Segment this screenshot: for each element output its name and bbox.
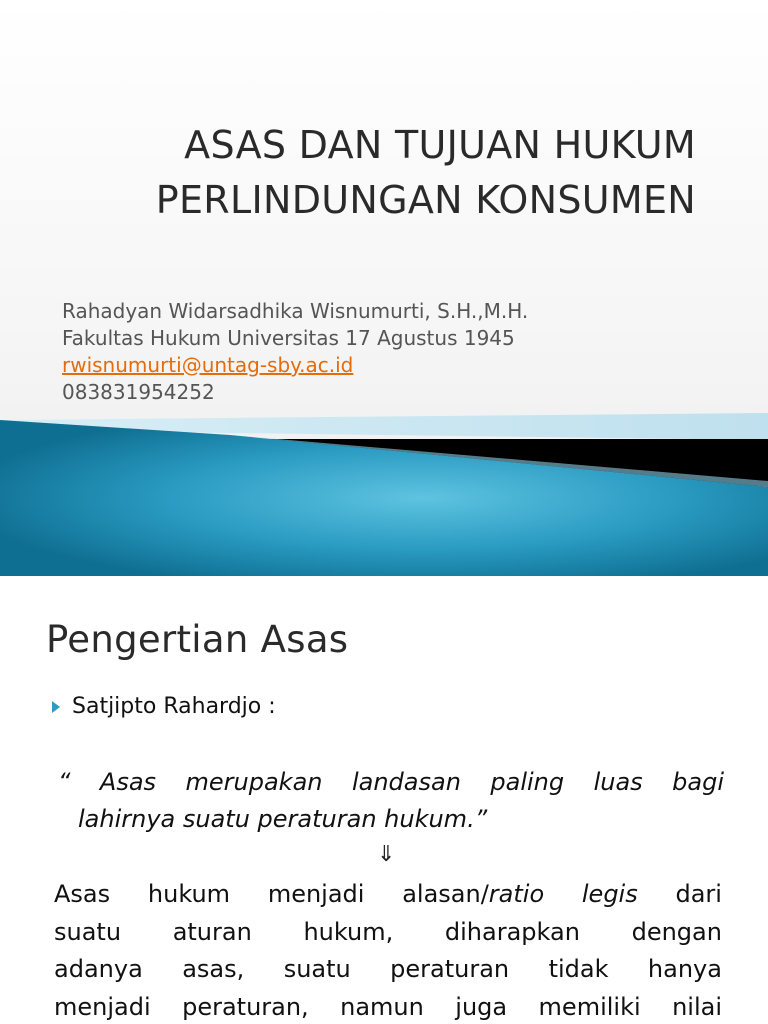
decorative-band (0, 405, 768, 576)
paragraph-line-2 (54, 914, 722, 952)
para-word: dari (675, 880, 722, 908)
slide-heading: Pengertian Asas (46, 618, 349, 661)
para-word: juga (455, 992, 508, 1021)
para-word: menjadi (54, 992, 151, 1021)
quote-word: luas (593, 768, 643, 796)
quote-word: paling (490, 768, 565, 796)
para-word-italic: ratio (488, 880, 545, 908)
content-slide (0, 576, 768, 1024)
para-word: hukum, (303, 917, 394, 946)
paragraph (54, 876, 722, 1024)
bullet-text: Satjipto Rahardjo : (72, 694, 276, 719)
para-word: alasan/ (402, 880, 489, 908)
paragraph-line-4 (54, 989, 722, 1024)
slide-title (40, 118, 696, 228)
paragraph-line-1 (54, 876, 722, 914)
para-word: nilai (672, 992, 722, 1021)
para-word: asas, (182, 955, 245, 983)
email-link[interactable]: rwisnumurti@untag-sby.ac.id (62, 353, 354, 377)
author-name: Rahadyan Widarsadhika Wisnumurti, S.H.,M.H. (62, 299, 529, 323)
quote-word: bagi (672, 768, 724, 796)
para-word: adanya (54, 955, 143, 983)
bullet-item (52, 694, 276, 719)
para-word: peraturan, (182, 992, 309, 1021)
para-word: diharapkan (444, 917, 580, 946)
quote-block (58, 764, 724, 838)
para-word: menjadi (267, 880, 365, 908)
para-word: hanya (647, 955, 722, 983)
affiliation: Fakultas Hukum Universitas 17 Agustus 1945 (62, 326, 515, 350)
para-word-italic: legis (581, 880, 638, 908)
phone-number: 083831954252 (62, 380, 215, 404)
bullet-arrow-icon (52, 701, 60, 713)
para-word: peraturan (390, 955, 510, 983)
quote-word: landasan (351, 768, 461, 796)
para-word: suatu (54, 917, 122, 946)
author-block (62, 298, 528, 406)
quote-word: Asas (99, 768, 157, 796)
quote-word: merupakan (185, 768, 323, 796)
title-line-2: PERLINDUNGAN KONSUMEN (155, 178, 696, 222)
title-line-1: ASAS DAN TUJUAN HUKUM (184, 123, 696, 167)
para-word: Asas (54, 880, 111, 908)
quote-line-1 (58, 764, 724, 801)
para-word: tidak (548, 955, 609, 983)
quote-word: “ (58, 768, 71, 796)
para-word: hukum (147, 880, 231, 908)
quote-line-2: lahirnya suatu peraturan hukum.” (78, 805, 488, 833)
paragraph-line-3 (54, 951, 722, 989)
down-arrow-icon: ⇓ (377, 842, 396, 867)
para-word: suatu (283, 955, 351, 983)
para-word: memiliki (538, 992, 641, 1021)
para-word: aturan (172, 917, 252, 946)
para-word: namun (340, 992, 424, 1021)
para-word: dengan (631, 917, 722, 946)
